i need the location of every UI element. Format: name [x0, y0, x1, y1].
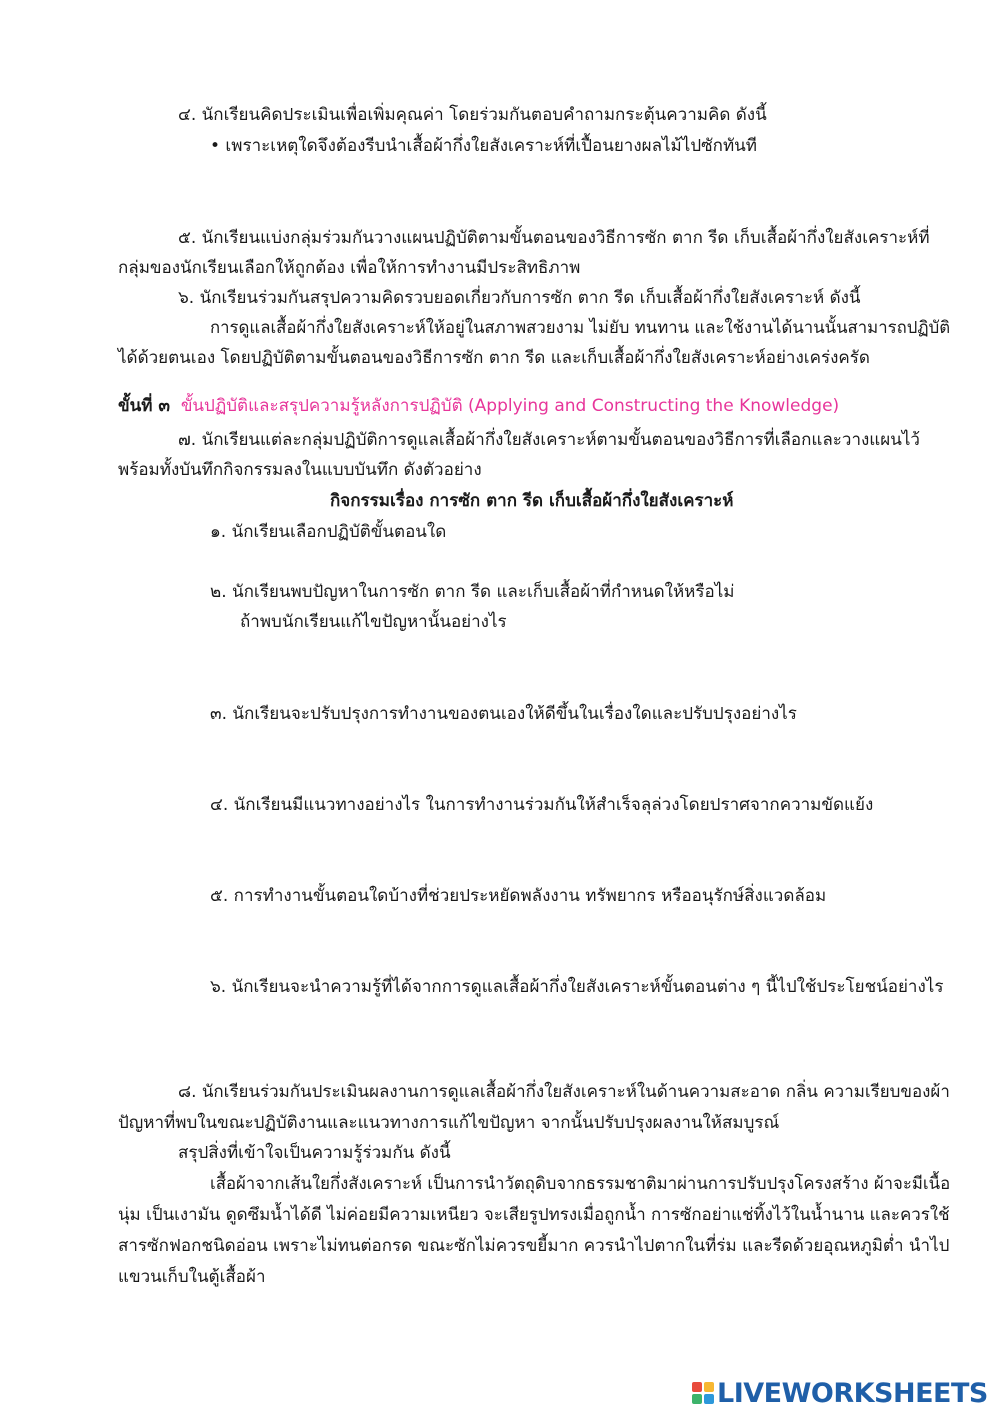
item-6-summary: ๖. นักเรียนร่วมกันสรุปความคิดรวบยอดเกี่ยวกับการซัก ตาก รีด เก็บเสื้อผ้ากึ่งใยสังเคราะห์ ดังนี้ [178, 288, 861, 308]
logo-text: LIVEWORKSHEETS [717, 1377, 988, 1409]
conclusion-text-2: นุ่ม เป็นเงามัน ดูดซึมน้ำได้ดี ไม่ค่อยมีความเหนียว จะเสียรูปทรงเมื่อถูกน้ำ การซักอย่าแช่ทิ้งไว้ในน้ำนาน และควรใช้ [118, 1205, 950, 1225]
item-4-evaluate: ๔. นักเรียนคิดประเมินเพื่อเพิ่มคุณค่า โดยร่วมกันตอบคำถามกระตุ้นความคิด ดังนี้ [178, 105, 767, 125]
step-label: ขั้นที่ ๓ [118, 396, 170, 416]
liveworksheets-logo[interactable] [692, 1376, 988, 1410]
item-5-plan: ๕. นักเรียนแบ่งกลุ่มร่วมกันวางแผนปฏิบัติตามขั้นตอนของวิธีการซัก ตาก รีด เก็บเสื้อผ้ากึ่งใยสังเคราะห์ที่ [178, 228, 930, 248]
logo-grid-icon [692, 1382, 714, 1404]
conclusion-text-3: สารซักฟอกชนิดอ่อน เพราะไม่ทนต่อกรด ขณะซักไม่ควรขยี้มาก ควรนำไปตากในที่ร่ม และรีดด้วยอุณหภูมิต่ำ นำไป [118, 1236, 950, 1256]
question-2: ๒. นักเรียนพบปัญหาในการซัก ตาก รีด และเก็บเสื้อผ้าที่กำหนดให้หรือไม่ [210, 582, 735, 602]
summary-text-2: ได้ด้วยตนเอง โดยปฏิบัติตามขั้นตอนของวิธีการซัก ตาก รีด และเก็บเสื้อผ้ากึ่งใยสังเคราะห์อย่างเคร่งครัด [118, 348, 870, 368]
summary-text-1: การดูแลเสื้อผ้ากึ่งใยสังเคราะห์ให้อยู่ในสภาพสวยงาม ไม่ยับ ทนทาน และใช้งานได้นานนั้นสามารถปฏิบัติ [210, 318, 951, 338]
question-5: ๕. การทำงานขั้นตอนใดบ้างที่ช่วยประหยัดพลังงาน ทรัพยากร หรืออนุรักษ์สิ่งแวดล้อม [210, 886, 827, 906]
question-4: ๔. นักเรียนมีแนวทางอย่างไร ในการทำงานร่วมกันให้สำเร็จลุล่วงโดยปราศจากความขัดแย้ง [210, 795, 874, 815]
question-3: ๓. นักเรียนจะปรับปรุงการทำงานของตนเองให้ดีขึ้นในเรื่องใดและปรับปรุงอย่างไร [210, 704, 797, 724]
question-bullet: • เพราะเหตุใดจึงต้องรีบนำเสื้อผ้ากึ่งใยสังเคราะห์ที่เปื้อนยางผลไม้ไปซักทันที [210, 136, 757, 156]
item-5-plan-cont: กลุ่มของนักเรียนเลือกให้ถูกต้อง เพื่อให้การทำงานมีประสิทธิภาพ [118, 258, 581, 278]
item-8-assess: ๘. นักเรียนร่วมกันประเมินผลงานการดูแลเสื้อผ้ากึ่งใยสังเคราะห์ในด้านความสะอาด กลิ่น ความเรียบของผ้า [178, 1082, 950, 1102]
question-6: ๖. นักเรียนจะนำความรู้ที่ได้จากการดูแลเสื้อผ้ากึ่งใยสังเคราะห์ขั้นตอนต่าง ๆ นี้ไปใช้ประโยชน์อย่างไร [210, 977, 944, 997]
step-title: ขั้นปฏิบัติและสรุปความรู้หลังการปฏิบัติ (Applying and Constructing the Knowledge) [180, 396, 840, 416]
item-7-practice-cont: พร้อมทั้งบันทึกกิจกรรมลงในแบบบันทึก ดังตัวอย่าง [118, 460, 482, 480]
activity-title: กิจกรรมเรื่อง การซัก ตาก รีด เก็บเสื้อผ้ากึ่งใยสังเคราะห์ [330, 491, 734, 511]
step-heading [118, 394, 839, 418]
conclusion-intro: สรุปสิ่งที่เข้าใจเป็นความรู้ร่วมกัน ดังนี้ [178, 1143, 451, 1163]
question-1: ๑. นักเรียนเลือกปฏิบัติขั้นตอนใด [210, 522, 447, 542]
item-7-practice: ๗. นักเรียนแต่ละกลุ่มปฏิบัติการดูแลเสื้อผ้ากึ่งใยสังเคราะห์ตามขั้นตอนของวิธีการที่เลือกและวางแผนไว้ [178, 430, 920, 450]
conclusion-text-4: แขวนเก็บในตู้เสื้อผ้า [118, 1267, 266, 1287]
conclusion-text-1: เสื้อผ้าจากเส้นใยกึ่งสังเคราะห์ เป็นการนำวัตถุดิบจากธรรมชาติมาผ่านการปรับปรุงโครงสร้าง ผ้าจะมีเนื้อ [210, 1174, 951, 1194]
question-2-cont: ถ้าพบนักเรียนแก้ไขปัญหานั้นอย่างไร [240, 612, 507, 632]
item-8-assess-cont: ปัญหาที่พบในขณะปฏิบัติงานและแนวทางการแก้ไขปัญหา จากนั้นปรับปรุงผลงานให้สมบูรณ์ [118, 1113, 780, 1133]
